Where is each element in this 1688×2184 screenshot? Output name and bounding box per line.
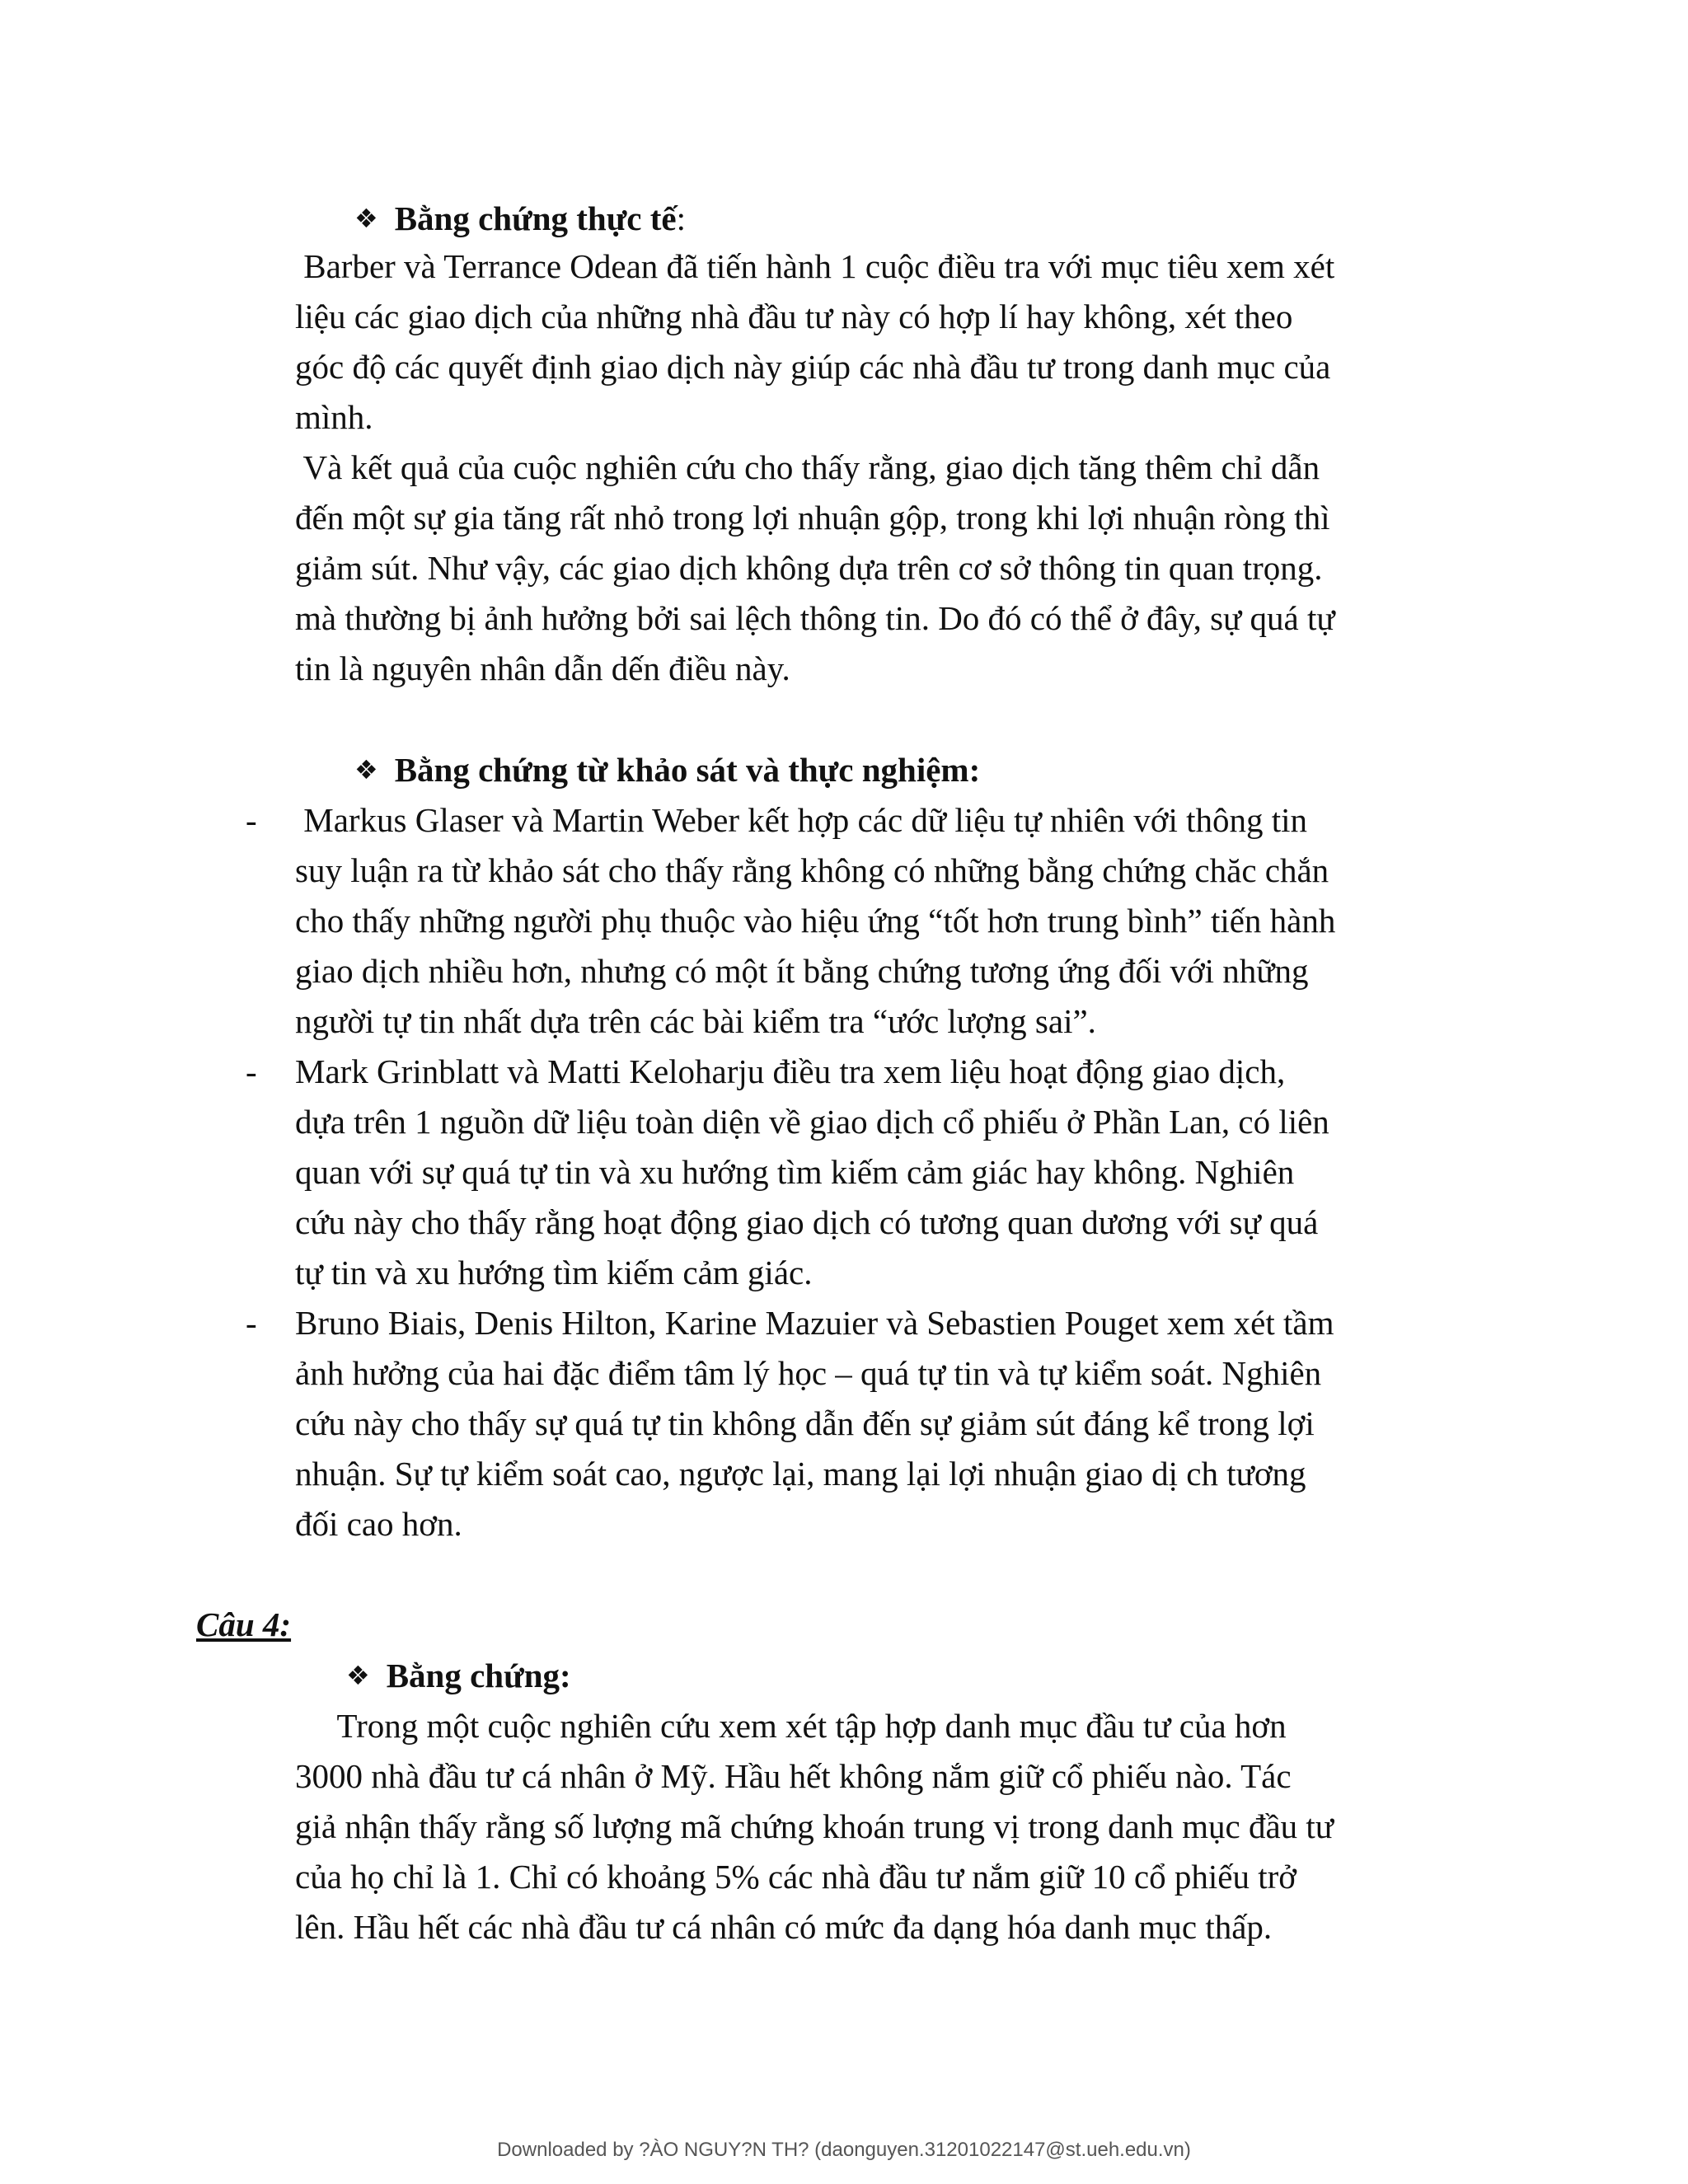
list-item-line: giao dịch nhiều hơn, nhưng có một ít bằng chứng tương ứng đối với những [295, 952, 1309, 990]
list-item-line: quan với sự quá tự tin và xu hướng tìm kiếm cảm giác hay không. Nghiên [295, 1153, 1295, 1191]
list-item-line: Markus Glaser và Martin Weber kết hợp các dữ liệu tự nhiên với thông tin [295, 801, 1308, 839]
list-item-line: dựa trên 1 nguồn dữ liệu toàn diện về giao dịch cổ phiếu ở Phần Lan, có liên [295, 1103, 1329, 1141]
list-dash: - [246, 801, 257, 839]
heading-text: Bằng chứng thực tế [394, 199, 677, 237]
body-line: của họ chỉ là 1. Chỉ có khoảng 5% các nhà đầu tư nắm giữ 10 cổ phiếu trở [295, 1858, 1296, 1896]
body-line: liệu các giao dịch của những nhà đầu tư này có hợp lí hay không, xét theo [295, 298, 1293, 335]
diamond-bullet-icon: ❖ [346, 1660, 370, 1691]
list-item-line: cứu này cho thấy rằng hoạt động giao dịch có tương quan dương với sự quá [295, 1203, 1319, 1241]
body-line: mình. [295, 398, 373, 436]
section-heading-survey-evidence [354, 749, 980, 793]
heading-colon: : [676, 199, 687, 237]
body-line: giảm sút. Như vậy, các giao dịch không dựa trên cơ sở thông tin quan trọng. [295, 549, 1323, 587]
body-line: mà thường bị ảnh hưởng bởi sai lệch thông tin. Do đó có thể ở đây, sự quá tự [295, 599, 1335, 637]
list-item-line: suy luận ra từ khảo sát cho thấy rằng không có những bằng chứng chăc chắn [295, 851, 1329, 889]
body-line: 3000 nhà đầu tư cá nhân ở Mỹ. Hầu hết không nắm giữ cổ phiếu nào. Tác [295, 1757, 1292, 1795]
list-item-line: Mark Grinblatt và Matti Keloharju điều tra xem liệu hoạt động giao dịch, [295, 1052, 1286, 1090]
section-heading-practical-evidence [354, 198, 686, 241]
body-line: giả nhận thấy rằng số lượng mã chứng khoán trung vị trong danh mục đầu tư [295, 1807, 1334, 1845]
section-heading-evidence [346, 1655, 571, 1699]
heading-text: Bằng chứng: [386, 1657, 571, 1694]
body-line: lên. Hầu hết các nhà đầu tư cá nhân có mức đa dạng hóa danh mục thấp. [295, 1908, 1273, 1946]
body-line: góc độ các quyết định giao dịch này giúp các nhà đầu tư trong danh mục của [295, 348, 1331, 386]
list-dash: - [246, 1052, 257, 1090]
list-item-line: người tự tin nhất dựa trên các bài kiểm tra “ước lượng sai”. [295, 1002, 1096, 1040]
body-line: tin là nguyên nhân dẫn dến điều này. [295, 649, 790, 687]
body-line: Barber và Terrance Odean đã tiến hành 1 cuộc điều tra với mục tiêu xem xét [295, 247, 1335, 285]
list-item-line: tự tin và xu hướng tìm kiếm cảm giác. [295, 1254, 813, 1291]
body-line: đến một sự gia tăng rất nhỏ trong lợi nhuận gộp, trong khi lợi nhuận ròng thì [295, 499, 1330, 537]
list-item-line: ảnh hưởng của hai đặc điểm tâm lý học – quá tự tin và tự kiểm soát. Nghiên [295, 1354, 1322, 1392]
list-item-line: đối cao hơn. [295, 1505, 462, 1543]
list-item-line: cứu này cho thấy sự quá tự tin không dẫn đến sự giảm sút đáng kể trong lợi [295, 1404, 1315, 1442]
heading-text: Bằng chứng từ khảo sát và thực nghiệm: [394, 751, 981, 789]
list-item-line: cho thấy những người phụ thuộc vào hiệu ứng “tốt hơn trung bình” tiến hành [295, 902, 1336, 940]
body-line: Trong một cuộc nghiên cứu xem xét tập hợp danh mục đầu tư của hơn [295, 1707, 1287, 1745]
body-line: Và kết quả của cuộc nghiên cứu cho thấy rằng, giao dịch tăng thêm chỉ dẫn [295, 448, 1320, 486]
list-item-line: Bruno Biais, Denis Hilton, Karine Mazuier và Sebastien Pouget xem xét tầm [295, 1304, 1334, 1342]
list-dash: - [246, 1304, 257, 1342]
question-label: Câu 4: [196, 1605, 292, 1643]
list-item-line: nhuận. Sự tự kiểm soát cao, ngược lại, mang lại lợi nhuận giao dị ch tương [295, 1455, 1306, 1493]
diamond-bullet-icon: ❖ [354, 203, 378, 234]
diamond-bullet-icon: ❖ [354, 754, 378, 785]
download-footer: Downloaded by ?ÀO NGUY?N TH? (daonguyen.31201022147@st.ueh.edu.vn) [497, 2139, 1191, 2161]
